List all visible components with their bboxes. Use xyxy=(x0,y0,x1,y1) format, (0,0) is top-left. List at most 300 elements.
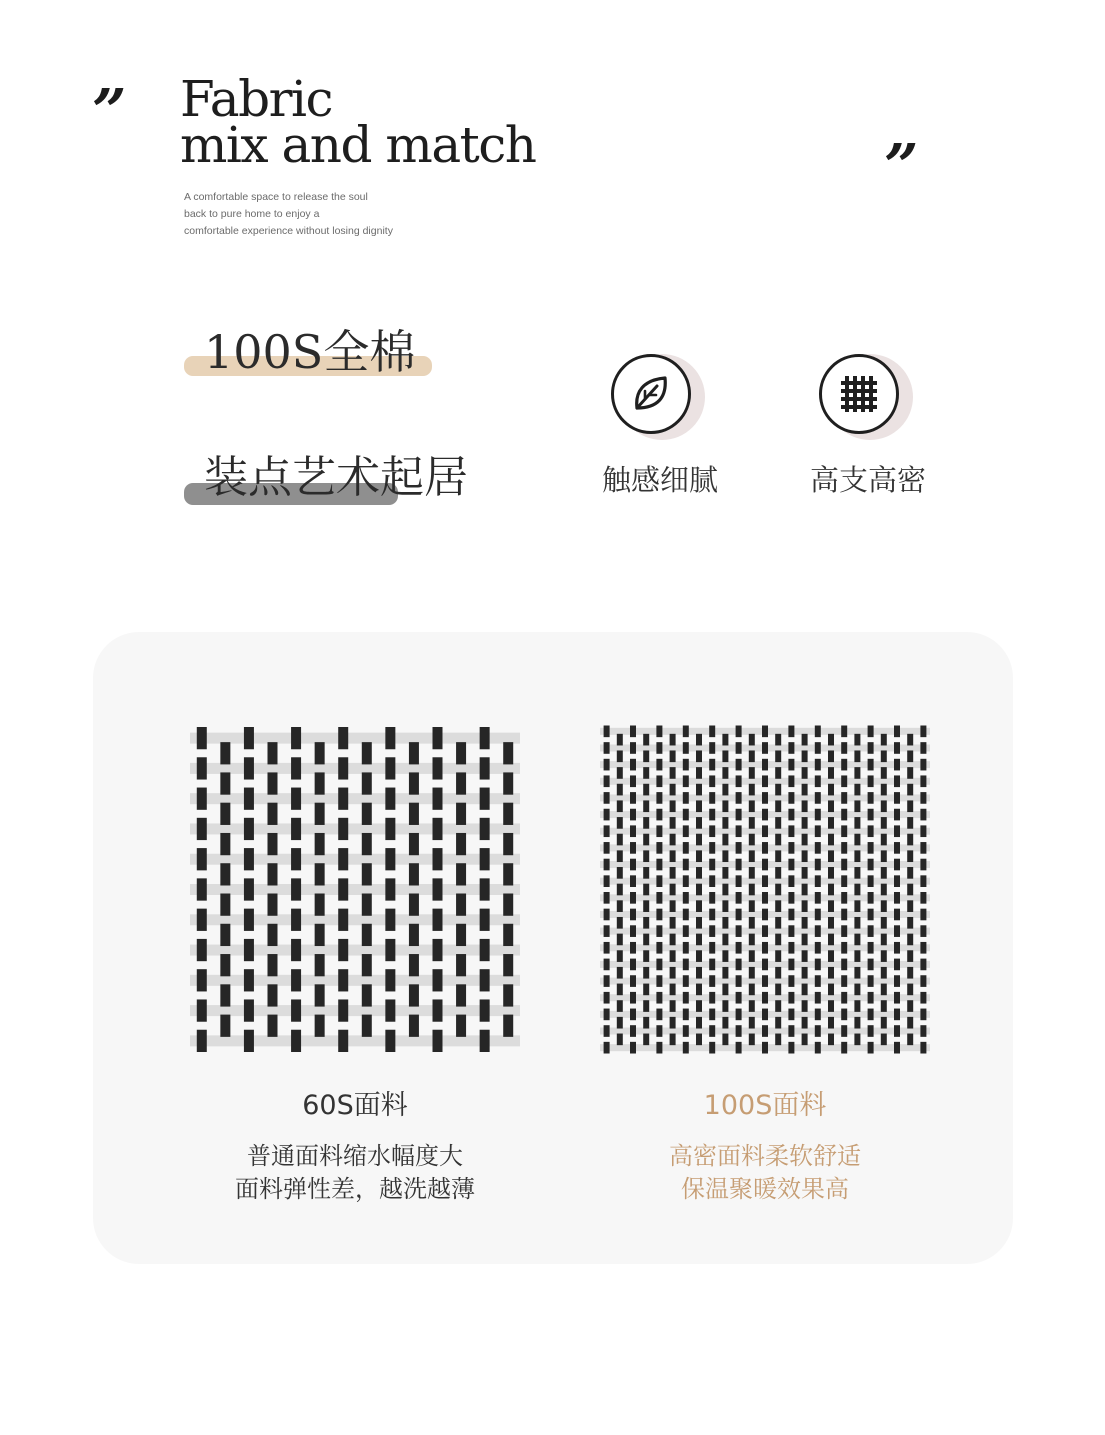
warp-thread xyxy=(456,1015,466,1037)
warp-thread xyxy=(268,1015,278,1037)
warp-thread xyxy=(709,792,715,804)
warp-thread xyxy=(696,817,702,829)
warp-thread xyxy=(841,992,847,1004)
warp-thread xyxy=(696,934,702,946)
warp-thread xyxy=(268,954,278,976)
warp-thread xyxy=(630,809,636,821)
warp-thread xyxy=(841,726,847,738)
warp-thread xyxy=(315,742,325,764)
weft-band xyxy=(190,945,520,956)
warp-thread xyxy=(604,975,610,987)
warp-thread xyxy=(315,833,325,855)
warp-thread xyxy=(268,984,278,1006)
warp-thread xyxy=(762,959,768,971)
warp-thread xyxy=(385,788,395,810)
warp-thread xyxy=(749,1000,755,1012)
warp-thread xyxy=(722,917,728,929)
warp-thread xyxy=(722,967,728,979)
warp-thread xyxy=(315,924,325,946)
warp-thread xyxy=(630,1009,636,1021)
title-line-2: mix and match xyxy=(180,116,536,174)
warp-thread xyxy=(788,792,794,804)
warp-thread xyxy=(749,967,755,979)
warp-thread xyxy=(617,1017,623,1029)
warp-thread xyxy=(920,825,926,837)
warp-thread xyxy=(722,1000,728,1012)
warp-thread xyxy=(220,954,230,976)
warp-thread xyxy=(617,1000,623,1012)
warp-thread xyxy=(670,1000,676,1012)
warp-thread xyxy=(709,892,715,904)
warp-thread xyxy=(736,909,742,921)
warp-thread xyxy=(617,784,623,796)
warp-thread xyxy=(656,875,662,887)
warp-thread xyxy=(503,833,513,855)
warp-thread xyxy=(762,759,768,771)
warp-thread xyxy=(749,817,755,829)
weft-band xyxy=(190,1005,520,1016)
warp-thread xyxy=(762,1042,768,1054)
warp-thread xyxy=(854,817,860,829)
warp-thread xyxy=(385,727,395,749)
warp-thread xyxy=(709,1042,715,1054)
warp-thread xyxy=(868,892,874,904)
warp-thread xyxy=(683,859,689,871)
warp-thread xyxy=(815,792,821,804)
warp-thread xyxy=(736,1009,742,1021)
warp-thread xyxy=(630,775,636,787)
warp-thread xyxy=(762,775,768,787)
warp-thread xyxy=(749,984,755,996)
warp-thread xyxy=(385,848,395,870)
warp-thread xyxy=(736,842,742,854)
warp-thread xyxy=(709,726,715,738)
warp-thread xyxy=(630,959,636,971)
warp-thread xyxy=(670,1034,676,1046)
warp-thread xyxy=(788,1025,794,1037)
warp-thread xyxy=(643,917,649,929)
warp-thread xyxy=(617,984,623,996)
warp-thread xyxy=(630,842,636,854)
warp-thread xyxy=(630,1042,636,1054)
warp-thread xyxy=(788,759,794,771)
warp-thread xyxy=(802,784,808,796)
warp-thread xyxy=(604,942,610,954)
warp-thread xyxy=(696,850,702,862)
weft-band xyxy=(190,914,520,925)
warp-thread xyxy=(617,734,623,746)
warp-thread xyxy=(841,975,847,987)
warp-thread xyxy=(815,975,821,987)
warp-thread xyxy=(244,818,254,840)
warp-thread xyxy=(480,909,490,931)
warp-thread xyxy=(749,834,755,846)
weft-band xyxy=(190,733,520,744)
warp-thread xyxy=(762,825,768,837)
warp-thread xyxy=(775,934,781,946)
tagline-line-2: back to pure home to enjoy a xyxy=(184,208,320,220)
warp-thread xyxy=(617,867,623,879)
warp-thread xyxy=(338,999,348,1021)
warp-thread xyxy=(456,894,466,916)
weft-band xyxy=(190,975,520,986)
warp-thread xyxy=(788,859,794,871)
warp-thread xyxy=(907,950,913,962)
warp-thread xyxy=(762,1025,768,1037)
warp-thread xyxy=(670,750,676,762)
warp-thread xyxy=(338,818,348,840)
warp-thread xyxy=(762,792,768,804)
warp-thread xyxy=(656,942,662,954)
warp-thread xyxy=(841,759,847,771)
fabric-60s-desc xyxy=(145,1140,565,1206)
warp-thread xyxy=(894,809,900,821)
warp-thread xyxy=(841,875,847,887)
warp-thread xyxy=(433,727,443,749)
warp-thread xyxy=(643,984,649,996)
warp-thread xyxy=(604,809,610,821)
warp-thread xyxy=(696,884,702,896)
warp-thread xyxy=(722,800,728,812)
warp-thread xyxy=(749,900,755,912)
warp-thread xyxy=(630,875,636,887)
warp-thread xyxy=(815,742,821,754)
warp-thread xyxy=(762,975,768,987)
warp-thread xyxy=(656,1025,662,1037)
warp-thread xyxy=(709,975,715,987)
warp-thread xyxy=(802,1034,808,1046)
warp-thread xyxy=(920,842,926,854)
warp-thread xyxy=(815,1042,821,1054)
warp-thread xyxy=(604,959,610,971)
warp-thread xyxy=(617,900,623,912)
warp-thread xyxy=(604,875,610,887)
warp-thread xyxy=(722,884,728,896)
warp-thread xyxy=(197,757,207,779)
warp-thread xyxy=(604,726,610,738)
warp-thread xyxy=(220,833,230,855)
weft-band xyxy=(190,1035,520,1046)
warp-thread xyxy=(683,809,689,821)
warp-thread xyxy=(696,984,702,996)
warp-thread xyxy=(815,992,821,1004)
warp-thread xyxy=(617,750,623,762)
warp-thread xyxy=(841,742,847,754)
warp-thread xyxy=(894,859,900,871)
warp-thread xyxy=(670,967,676,979)
warp-thread xyxy=(881,800,887,812)
feature-label: 触感细腻 xyxy=(601,463,718,497)
warp-thread xyxy=(220,1015,230,1037)
warp-thread xyxy=(802,917,808,929)
warp-thread xyxy=(749,1034,755,1046)
warp-thread xyxy=(854,917,860,929)
warp-thread xyxy=(696,767,702,779)
warp-thread xyxy=(868,842,874,854)
warp-thread xyxy=(268,924,278,946)
warp-thread xyxy=(456,954,466,976)
warp-thread xyxy=(385,969,395,991)
warp-thread xyxy=(841,1042,847,1054)
warp-thread xyxy=(881,950,887,962)
warp-thread xyxy=(907,884,913,896)
warp-thread xyxy=(362,803,372,825)
warp-thread xyxy=(762,925,768,937)
warp-thread xyxy=(736,1025,742,1037)
warp-thread xyxy=(643,900,649,912)
warp-thread xyxy=(291,909,301,931)
warp-thread xyxy=(722,867,728,879)
warp-thread xyxy=(480,939,490,961)
warp-thread xyxy=(868,726,874,738)
warp-thread xyxy=(643,867,649,879)
warp-thread xyxy=(881,817,887,829)
warp-thread xyxy=(244,909,254,931)
highlight-decor xyxy=(184,450,494,520)
warp-thread xyxy=(841,842,847,854)
warp-thread xyxy=(683,1009,689,1021)
warp-thread xyxy=(854,867,860,879)
warp-thread xyxy=(920,892,926,904)
warp-thread xyxy=(907,834,913,846)
warp-thread xyxy=(907,767,913,779)
warp-thread xyxy=(736,759,742,771)
warp-thread xyxy=(456,984,466,1006)
warp-thread xyxy=(362,772,372,794)
warp-thread xyxy=(815,1009,821,1021)
weave-swatch-100s xyxy=(600,723,930,1056)
warp-thread xyxy=(868,1009,874,1021)
warp-thread xyxy=(788,975,794,987)
warp-thread xyxy=(696,834,702,846)
warp-thread xyxy=(828,817,834,829)
warp-thread xyxy=(291,788,301,810)
warp-thread xyxy=(881,934,887,946)
warp-thread xyxy=(907,900,913,912)
warp-thread xyxy=(854,984,860,996)
warp-thread xyxy=(894,875,900,887)
warp-thread xyxy=(503,984,513,1006)
warp-thread xyxy=(409,1015,419,1037)
warp-thread xyxy=(894,742,900,754)
warp-thread xyxy=(788,809,794,821)
warp-thread xyxy=(736,875,742,887)
warp-thread xyxy=(433,1030,443,1052)
warp-thread xyxy=(854,850,860,862)
warp-thread xyxy=(828,1000,834,1012)
warp-thread xyxy=(775,767,781,779)
warp-thread xyxy=(696,900,702,912)
warp-thread xyxy=(815,925,821,937)
warp-thread xyxy=(709,842,715,854)
warp-thread xyxy=(868,875,874,887)
warp-thread xyxy=(709,759,715,771)
warp-thread xyxy=(197,999,207,1021)
warp-thread xyxy=(480,757,490,779)
warp-thread xyxy=(841,775,847,787)
warp-thread xyxy=(696,734,702,746)
warp-thread xyxy=(762,809,768,821)
warp-thread xyxy=(788,942,794,954)
warp-thread xyxy=(670,934,676,946)
warp-thread xyxy=(385,909,395,931)
warp-thread xyxy=(854,950,860,962)
warp-thread xyxy=(881,900,887,912)
warp-thread xyxy=(433,818,443,840)
warp-thread xyxy=(920,759,926,771)
desc-line: 普通面料缩水幅度大 xyxy=(247,1142,463,1170)
warp-thread xyxy=(868,1042,874,1054)
warp-thread xyxy=(894,925,900,937)
warp-thread xyxy=(643,734,649,746)
warp-thread xyxy=(762,992,768,1004)
warp-thread xyxy=(617,934,623,946)
warp-thread xyxy=(868,809,874,821)
warp-thread xyxy=(244,878,254,900)
warp-thread xyxy=(683,975,689,987)
warp-thread xyxy=(736,892,742,904)
warp-thread xyxy=(244,1030,254,1052)
tagline-line-1: A comfortable space to release the soul xyxy=(184,191,368,203)
warp-thread xyxy=(456,742,466,764)
warp-thread xyxy=(696,950,702,962)
warp-thread xyxy=(815,1025,821,1037)
highlight-cotton xyxy=(184,320,444,390)
warp-thread xyxy=(854,834,860,846)
warp-thread xyxy=(828,934,834,946)
warp-thread xyxy=(788,992,794,1004)
warp-thread xyxy=(696,867,702,879)
warp-thread xyxy=(749,734,755,746)
warp-thread xyxy=(736,775,742,787)
warp-thread xyxy=(881,767,887,779)
warp-thread xyxy=(828,750,834,762)
warp-thread xyxy=(802,750,808,762)
warp-thread xyxy=(709,875,715,887)
warp-thread xyxy=(709,1009,715,1021)
warp-thread xyxy=(630,925,636,937)
warp-thread xyxy=(802,767,808,779)
warp-thread xyxy=(291,1030,301,1052)
warp-thread xyxy=(291,878,301,900)
warp-thread xyxy=(617,950,623,962)
warp-thread xyxy=(409,894,419,916)
warp-thread xyxy=(841,1025,847,1037)
warp-thread xyxy=(828,884,834,896)
warp-thread xyxy=(802,934,808,946)
warp-thread xyxy=(775,750,781,762)
warp-thread xyxy=(775,784,781,796)
warp-thread xyxy=(617,767,623,779)
warp-thread xyxy=(480,848,490,870)
warp-thread xyxy=(480,1030,490,1052)
warp-thread xyxy=(456,772,466,794)
warp-thread xyxy=(220,894,230,916)
warp-thread xyxy=(433,757,443,779)
warp-thread xyxy=(670,767,676,779)
warp-thread xyxy=(604,1042,610,1054)
warp-thread xyxy=(643,784,649,796)
warp-thread xyxy=(409,924,419,946)
open-quote-mark: ” xyxy=(92,77,119,147)
warp-thread xyxy=(670,734,676,746)
warp-thread xyxy=(630,759,636,771)
warp-thread xyxy=(736,809,742,821)
warp-thread xyxy=(815,726,821,738)
warp-thread xyxy=(722,784,728,796)
warp-thread xyxy=(788,1009,794,1021)
warp-thread xyxy=(722,934,728,946)
warp-thread xyxy=(881,1034,887,1046)
warp-thread xyxy=(788,925,794,937)
warp-thread xyxy=(722,984,728,996)
warp-thread xyxy=(696,967,702,979)
warp-thread xyxy=(656,892,662,904)
warp-thread xyxy=(617,834,623,846)
warp-thread xyxy=(683,742,689,754)
warp-thread xyxy=(881,734,887,746)
warp-thread xyxy=(617,817,623,829)
close-quote-mark: ” xyxy=(884,132,911,202)
warp-thread xyxy=(656,825,662,837)
warp-thread xyxy=(656,959,662,971)
warp-thread xyxy=(643,1017,649,1029)
warp-thread xyxy=(920,859,926,871)
warp-thread xyxy=(775,734,781,746)
warp-thread xyxy=(788,959,794,971)
warp-thread xyxy=(854,800,860,812)
warp-thread xyxy=(244,788,254,810)
warp-thread xyxy=(722,767,728,779)
warp-thread xyxy=(244,757,254,779)
warp-thread xyxy=(315,772,325,794)
warp-thread xyxy=(604,1009,610,1021)
warp-thread xyxy=(775,817,781,829)
warp-thread xyxy=(775,917,781,929)
weft-band xyxy=(190,793,520,804)
warp-thread xyxy=(643,934,649,946)
warp-thread xyxy=(920,1025,926,1037)
warp-thread xyxy=(802,1000,808,1012)
warp-thread xyxy=(841,792,847,804)
warp-thread xyxy=(709,992,715,1004)
warp-thread xyxy=(683,842,689,854)
warp-thread xyxy=(630,942,636,954)
warp-thread xyxy=(802,884,808,896)
warp-thread xyxy=(643,884,649,896)
warp-thread xyxy=(630,859,636,871)
warp-thread xyxy=(920,809,926,821)
warp-thread xyxy=(749,884,755,896)
warp-thread xyxy=(722,817,728,829)
warp-thread xyxy=(362,894,372,916)
warp-thread xyxy=(630,909,636,921)
warp-thread xyxy=(854,767,860,779)
warp-thread xyxy=(683,1025,689,1037)
warp-thread xyxy=(643,1034,649,1046)
warp-thread xyxy=(802,817,808,829)
warp-thread xyxy=(841,825,847,837)
warp-thread xyxy=(775,984,781,996)
warp-thread xyxy=(762,726,768,738)
warp-thread xyxy=(709,1025,715,1037)
warp-thread xyxy=(656,809,662,821)
warp-thread xyxy=(362,742,372,764)
warp-thread xyxy=(604,925,610,937)
warp-thread xyxy=(894,909,900,921)
warp-thread xyxy=(775,1017,781,1029)
tagline-line-3: comfortable experience without losing dignity xyxy=(184,225,393,237)
